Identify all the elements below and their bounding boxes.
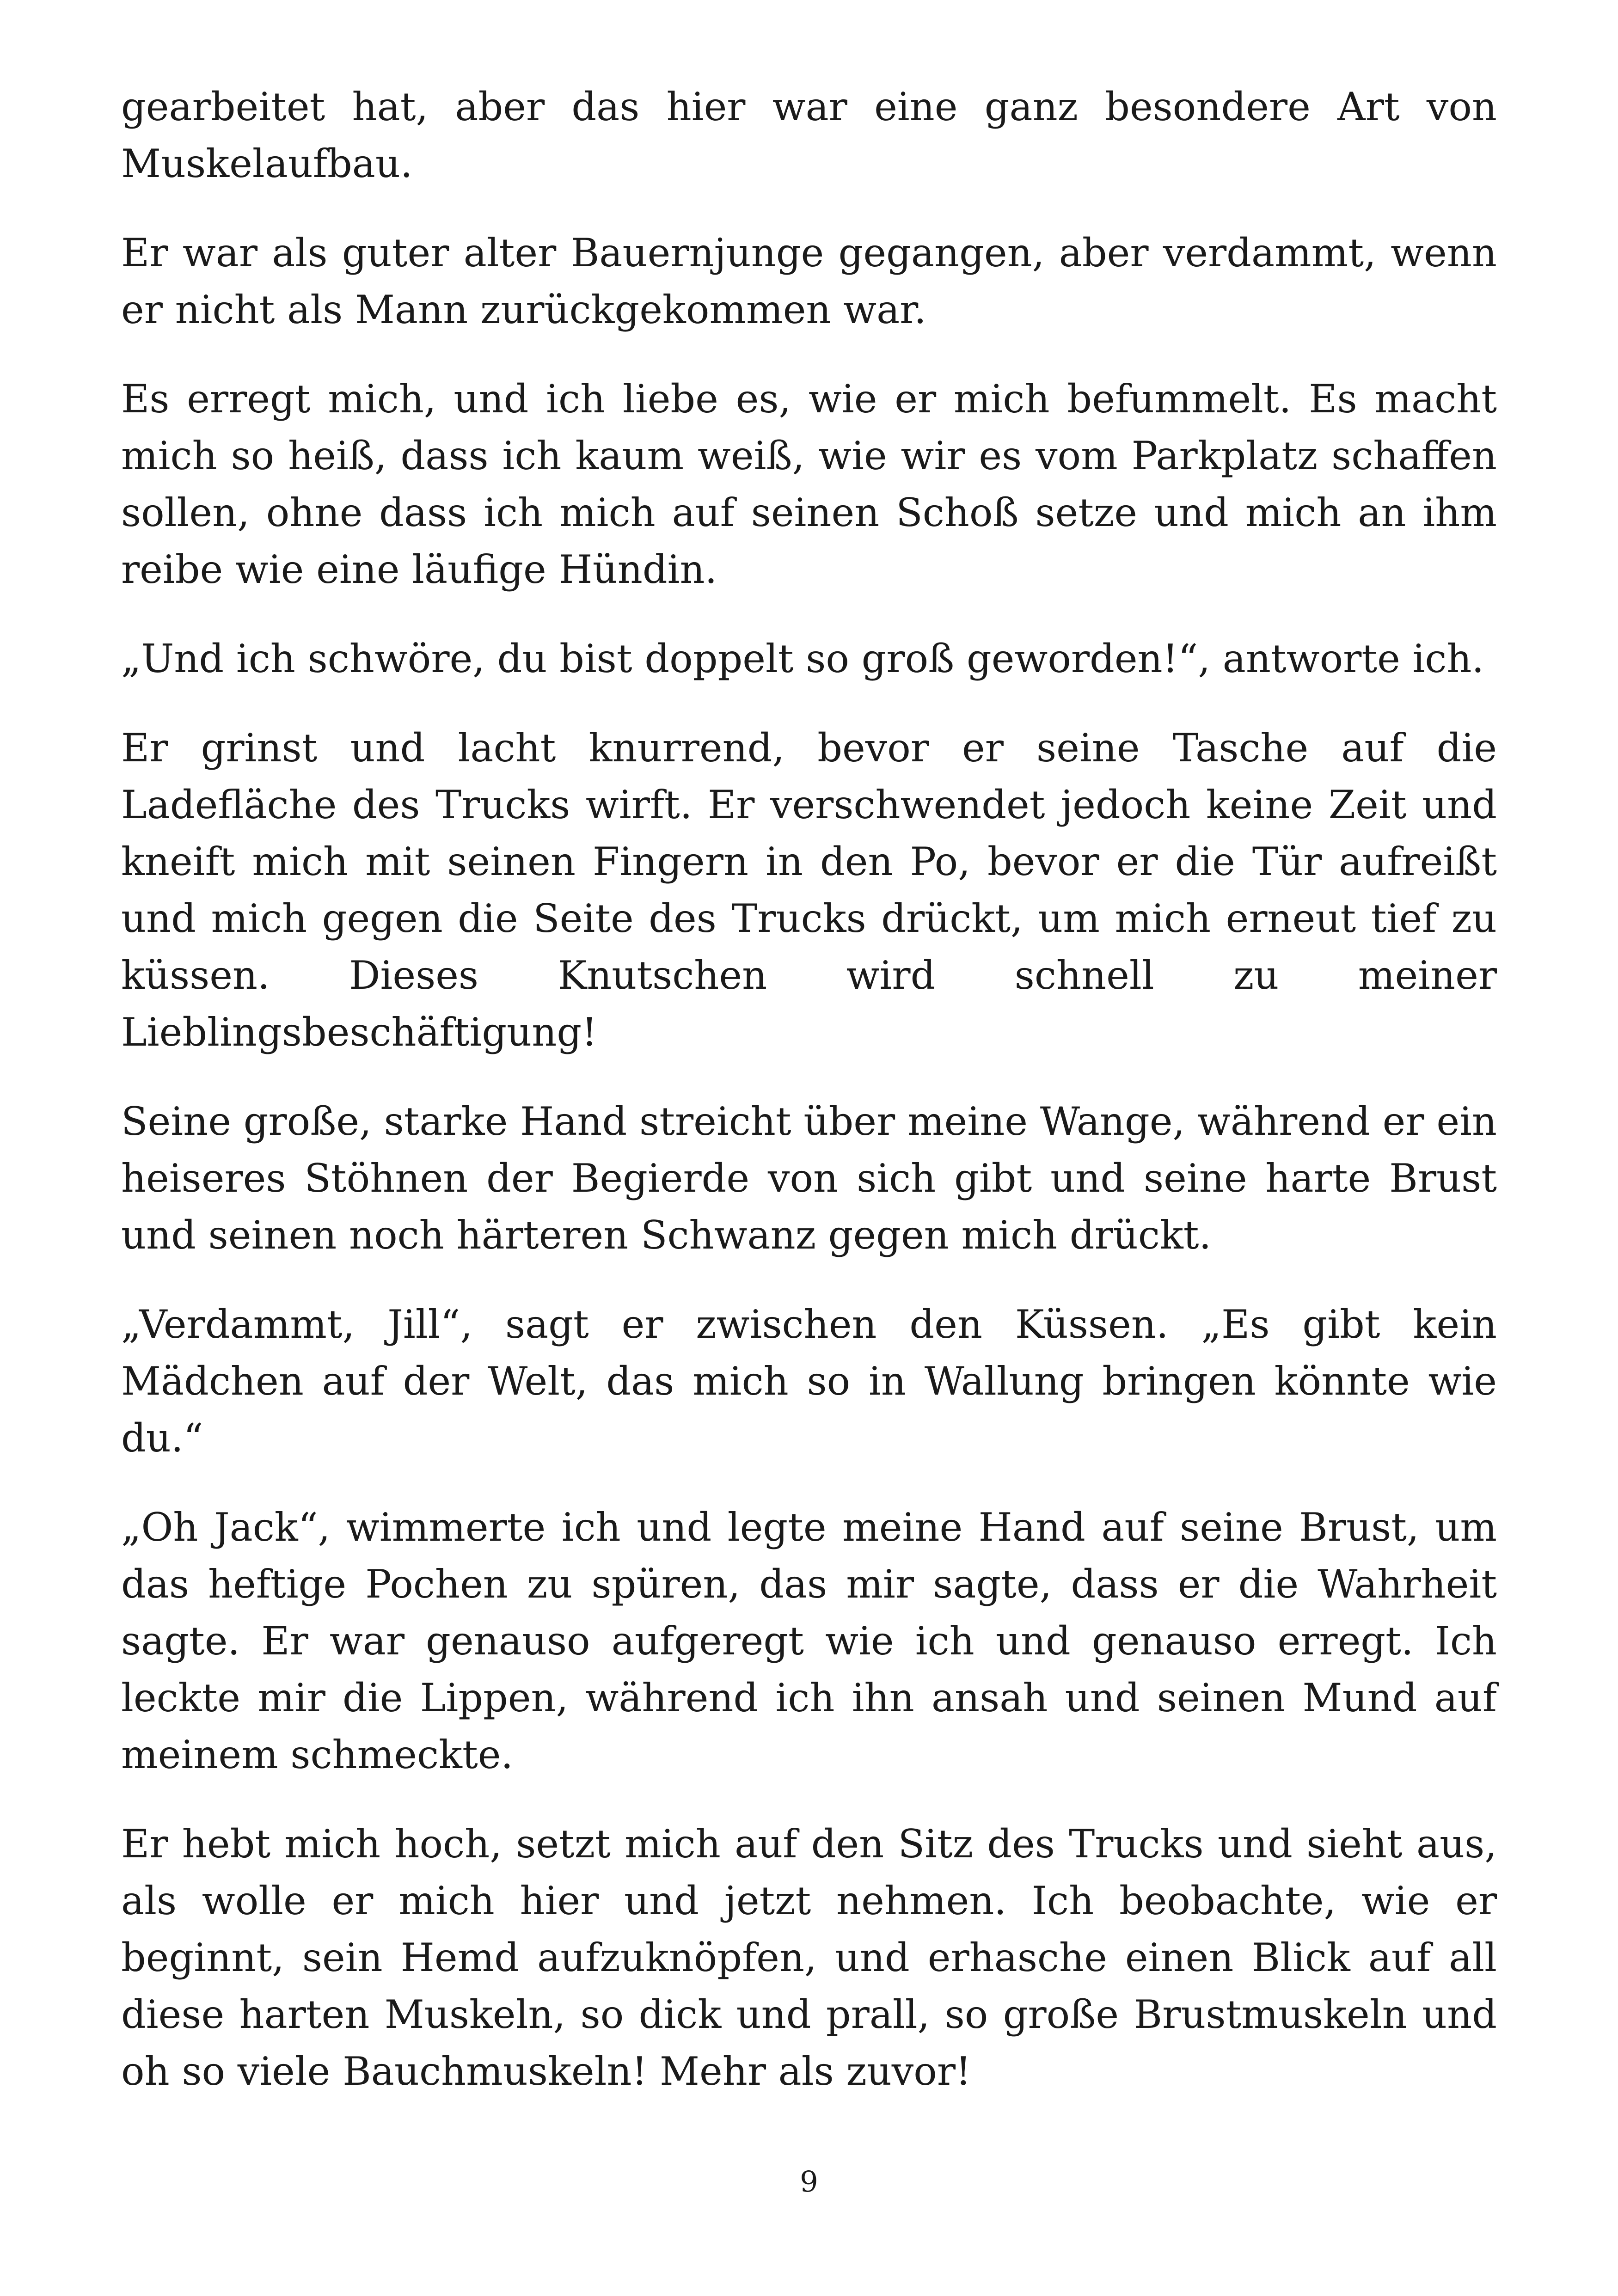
paragraph-8: „Oh Jack“, wimmerte ich und legte meine Hand auf seine Brust, um das heftige Pochen zu spüren, das mir sagte, dass er die Wahrheit sagte. Er war genauso aufgeregt wie ich und genauso erregt. Ich leckte mir die Lippen, während ich ihn ansah und seinen Mund auf meinem schmeckte. (121, 1505, 1497, 1777)
paragraph-7: „Verdammt, Jill“, sagt er zwischen den Küssen. „Es gibt kein Mädchen auf der Welt, das mich so in Wallung bringen könnte wie du.“ (121, 1302, 1497, 1461)
text-body (121, 79, 1497, 2100)
paragraph-5: Er grinst und lacht knurrend, bevor er seine Tasche auf die Ladefläche des Trucks wirft. Er verschwendet jedoch keine Zeit und kneift mich mit seinen Fingern in den Po, bevor er die Tür aufreißt und mich gegen die Seite des Trucks drückt, um mich erneut tief zu küssen. Dieses Knutschen wird schnell zu meiner Lieblingsbeschäftigung! (121, 725, 1497, 1055)
paragraph-6: Seine große, starke Hand streicht über meine Wange, während er ein heiseres Stöhnen der Begierde von sich gibt und seine harte Brust und seinen noch härteren Schwanz gegen mich drückt. (121, 1099, 1497, 1258)
paragraph-4: „Und ich schwöre, du bist doppelt so groß geworden!“, antworte ich. (121, 636, 1484, 681)
page-number: 9 (800, 2165, 818, 2198)
paragraph-2: Er war als guter alter Bauernjunge gegangen, aber verdammt, wenn er nicht als Mann zurückgekommen war. (121, 230, 1497, 332)
paragraph-1: gearbeitet hat, aber das hier war eine ganz besondere Art von Muskelaufbau. (121, 84, 1497, 186)
paragraph-3: Es erregt mich, und ich liebe es, wie er mich befummelt. Es macht mich so heiß, dass ich kaum weiß, wie wir es vom Parkplatz schaffen sollen, ohne dass ich mich auf seinen Schoß setze und mich an ihm reibe wie eine läufige Hündin. (121, 376, 1497, 592)
paragraph-9: Er hebt mich hoch, setzt mich auf den Sitz des Trucks und sieht aus, als wolle er mich hier und jetzt nehmen. Ich beobachte, wie er beginnt, sein Hemd aufzuknöpfen, und erhasche einen Blick auf all diese harten Muskeln, so dick und prall, so große Brustmuskeln und oh so viele Bauchmuskeln! Mehr als zuvor! (121, 1821, 1497, 2094)
